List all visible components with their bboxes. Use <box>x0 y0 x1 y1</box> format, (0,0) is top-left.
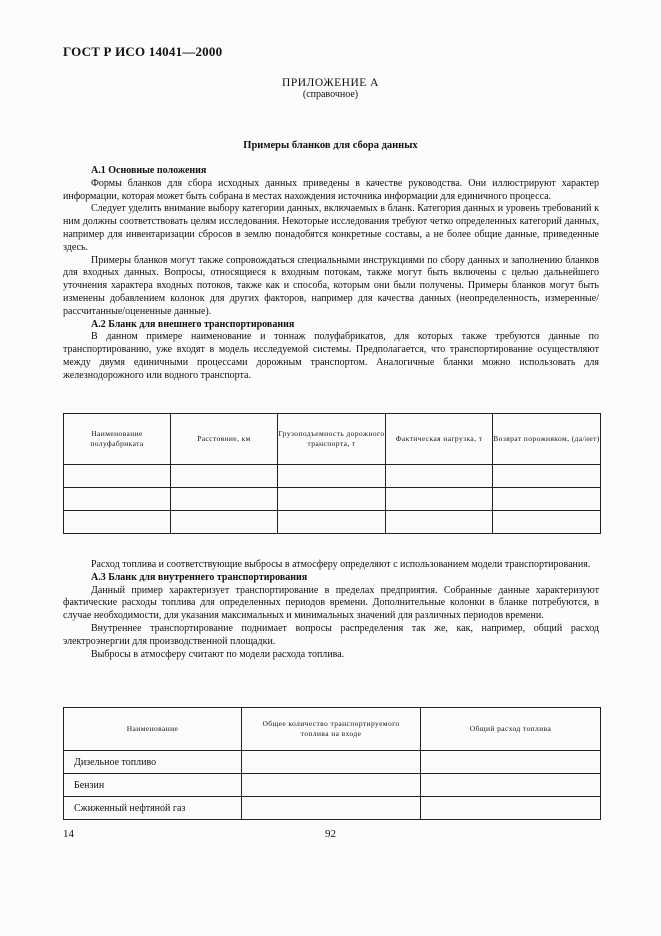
footer-left-number: 14 <box>63 828 74 840</box>
table1-header-capacity: Грузоподъемность дорожного транспорта, т <box>278 414 386 465</box>
appendix-title: ПРИЛОЖЕНИЕ А <box>282 77 379 89</box>
table-cell[interactable] <box>278 488 386 511</box>
section-a1-paragraph-3: Примеры бланков могут также сопровождаться специальными инструкциями по сбору данных и заполнению бланков для входных данных. Вопросы, относящиеся к входным потокам, также могут быть включены с целью дальнейшего уточнения характера входных потоков, также как и способа, которым они были получены. Примеры бланков могут быть изменены добавлением колонок для других факторов, например для качества данных (неопределенность, измеренные/рассчитанные/оцененные данные). <box>63 254 599 317</box>
internal-transport-table <box>63 707 601 820</box>
section-a3-paragraph-1: Данный пример характеризует транспортирование в пределах предприятия. Собранные данные характеризуют фактические расходы топлива для определенных периодов времени. Дополнительные колонки в бланке потребуются, в случае необходимости, для указания максимальных и минимальных значений для различных периодов времени. <box>63 584 599 622</box>
table-cell[interactable] <box>493 465 601 488</box>
table2-row-label: Дизельное топливо <box>64 751 242 774</box>
section-a3-paragraph-2: Внутреннее транспортирование поднимает вопросы распределения так же, как, например, общий расход электроэнергии для производственной площадки. <box>63 622 599 647</box>
table-cell[interactable] <box>64 488 171 511</box>
table-cell[interactable] <box>493 511 601 534</box>
table1-header-empty-return: Возврат порожняком, (да/нет) <box>493 414 601 465</box>
table-cell[interactable] <box>493 488 601 511</box>
section-a1-paragraph-2: Следует уделить внимание выбору категории данных, включаемых в бланк. Категория данных и уровень требований к ним должны соответствовать целям исследования. Некоторые исследования требуют четко определенных категорий данных, например для инвентаризации сбросов в землю понадобятся конкретные составы, а не более общие данные, приведенные здесь. <box>63 203 599 253</box>
table1-header-distance: Расстояние, км <box>171 414 278 465</box>
table1-header-actual-load: Фактическая нагрузка, т <box>386 414 493 465</box>
main-title: Примеры бланков для сбора данных <box>243 140 418 151</box>
table2-row-label: Сжиженный нефтяной газ <box>64 797 242 820</box>
document-header: ГОСТ Р ИСО 14041—2000 <box>63 44 223 59</box>
table-cell[interactable] <box>64 511 171 534</box>
table-cell[interactable] <box>278 511 386 534</box>
table-row <box>64 465 601 488</box>
section-a1-paragraph-1: Формы бланков для сбора исходных данных приведены в качестве руководства. Они иллюстрируют характер информации, которая может быть собрана в местах нахождения источника информации для единичного процесса. <box>63 177 599 202</box>
table2-header-name: Наименование <box>64 708 242 751</box>
table-cell[interactable] <box>421 774 601 797</box>
section-a2-after-paragraph: Расход топлива и соответствующие выбросы в атмосферу определяют с использованием модели транспортирования. <box>91 559 591 570</box>
table2-header-total-fuel-consumption: Общий расход топлива <box>421 708 601 751</box>
table-cell[interactable] <box>242 751 421 774</box>
table-row <box>64 488 601 511</box>
section-a3-heading: А.3 Бланк для внутреннего транспортирования <box>91 571 308 583</box>
table-cell[interactable] <box>386 488 493 511</box>
table-cell[interactable] <box>386 511 493 534</box>
table-cell[interactable] <box>171 511 278 534</box>
section-a1-a2 <box>63 165 599 383</box>
table-cell[interactable] <box>386 465 493 488</box>
table-cell[interactable] <box>171 488 278 511</box>
table-row <box>64 774 601 797</box>
table-row <box>64 797 601 820</box>
table-cell[interactable] <box>242 797 421 820</box>
section-a1-heading: А.1 Основные положения <box>91 165 207 176</box>
table-cell[interactable] <box>64 465 171 488</box>
table2-header-total-fuel-input: Общее количество транспортируемого топлива на входе <box>242 708 421 751</box>
table1-header-product: Наименование полуфабриката <box>64 414 171 465</box>
page-number: 92 <box>325 828 336 840</box>
table-cell[interactable] <box>421 797 601 820</box>
table2-row-label: Бензин <box>64 774 242 797</box>
table-row <box>64 511 601 534</box>
table-cell[interactable] <box>171 465 278 488</box>
table-cell[interactable] <box>278 465 386 488</box>
table-cell[interactable] <box>421 751 601 774</box>
section-a3-paragraph-3: Выбросы в атмосферу считают по модели расхода топлива. <box>91 648 345 660</box>
table-row <box>64 751 601 774</box>
external-transport-table <box>63 413 601 534</box>
section-a2-heading: А.2 Бланк для внешнего транспортирования <box>91 318 295 330</box>
section-a2-a3 <box>63 559 599 661</box>
appendix-subtitle: (справочное) <box>302 89 359 100</box>
section-a2-paragraph-1: В данном примере наименование и тоннаж полуфабрикатов, для которых также требуются данные по транспортированию, уже входят в модель исследуемой системы. Предполагается, что транспортирование осуществляют между двумя единичными процессами дорожным транспортом. Аналогичные бланки можно использовать для железнодорожного или водного транспорта. <box>63 331 599 381</box>
table-cell[interactable] <box>242 774 421 797</box>
